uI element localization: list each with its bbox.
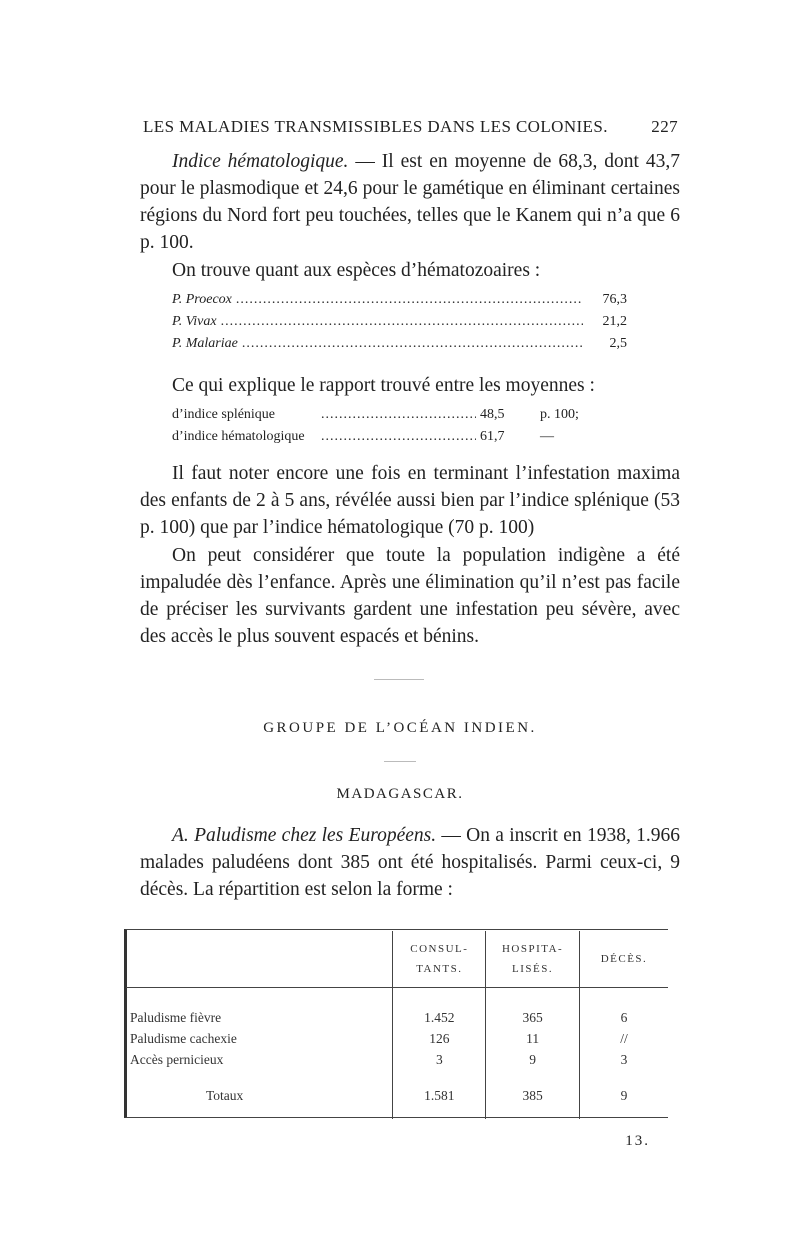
table-row bbox=[126, 988, 668, 1029]
paragraph-lead: Indice hématologique. bbox=[172, 151, 349, 172]
paragraph-lead: A. Paludisme chez les Européens. bbox=[172, 825, 437, 846]
indice-value: 48,5 bbox=[480, 407, 505, 422]
paragraph-paludisme-europeens bbox=[140, 822, 680, 903]
paragraph-especes: On trouve quant aux espèces d’hématozoaires : bbox=[172, 260, 541, 281]
paragraph-rapport: Ce qui explique le rapport trouvé entre les moyennes : bbox=[172, 375, 595, 396]
subsection-title: MADAGASCAR. bbox=[336, 786, 464, 802]
list-item bbox=[172, 289, 627, 311]
leader-dots bbox=[221, 311, 583, 333]
list-item bbox=[172, 311, 627, 333]
leader-dots bbox=[321, 426, 476, 448]
table-total-row bbox=[126, 1070, 668, 1119]
indice-unit: — bbox=[540, 429, 554, 444]
indice-label: d’indice splénique bbox=[172, 407, 276, 422]
list-item bbox=[172, 333, 627, 355]
section-divider bbox=[374, 679, 424, 680]
section-title: GROUPE DE L’OCÉAN INDIEN. bbox=[263, 720, 537, 736]
cell-consultants: 3 bbox=[393, 1049, 486, 1070]
paragraph-text: — Il est en moyenne de 68,3, dont 43,7 pour le plasmodique et 24,6 pour le gamétique en éliminant certaines régions du Nord fort peu touchées, telles que le Kanem qui n’a que 6 p. 100. bbox=[140, 151, 681, 253]
running-title: LES MALADIES TRANSMISSIBLES DANS LES COLONIES. bbox=[143, 117, 608, 136]
leader-dots bbox=[242, 333, 583, 355]
total-hospitalises: 385 bbox=[486, 1070, 580, 1119]
leader-dots bbox=[321, 404, 476, 426]
cell-deces: 3 bbox=[579, 1049, 668, 1070]
table-header-row bbox=[126, 931, 668, 988]
cell-consultants: 1.452 bbox=[393, 988, 486, 1029]
species-label: P. Vivax bbox=[172, 314, 217, 329]
cell-hospitalises: 365 bbox=[486, 988, 580, 1029]
cell-deces: // bbox=[579, 1028, 668, 1049]
indice-value: 61,7 bbox=[480, 429, 505, 444]
section-divider bbox=[384, 761, 416, 762]
row-label: Paludisme cachexie bbox=[130, 1031, 237, 1046]
cell-consultants: 126 bbox=[393, 1028, 486, 1049]
cell-hospitalises: 9 bbox=[486, 1049, 580, 1070]
total-consultants: 1.581 bbox=[393, 1070, 486, 1119]
paragraph-text: — On a inscrit en 1938, 1.966 malades paludéens dont 385 ont été hospitalisés. Parmi ceux-ci, 9 décès. La répartition est selon la forme : bbox=[140, 825, 680, 900]
species-label: P. Proecox bbox=[172, 292, 232, 307]
table-row bbox=[126, 1049, 668, 1070]
species-value: 76,3 bbox=[602, 292, 627, 307]
species-value: 2,5 bbox=[609, 336, 627, 351]
indice-label: d’indice hématologique bbox=[172, 429, 305, 444]
paragraph-indice-hematologique bbox=[140, 148, 680, 256]
cell-deces: 6 bbox=[579, 988, 668, 1029]
paludisme-table bbox=[126, 931, 668, 1119]
total-deces: 9 bbox=[579, 1070, 668, 1119]
indices-list bbox=[172, 404, 632, 448]
leader-dots bbox=[236, 289, 583, 311]
species-list bbox=[172, 289, 627, 355]
paragraph-population: On peut considérer que toute la population indigène a été impaludée dès l’enfance. Après une élimination qu’il n’est pas facile de préciser les survivants gardent une infestation peu sévère, avec des accès le plus souvent espacés et bénins. bbox=[140, 545, 680, 647]
list-item bbox=[172, 404, 632, 426]
cell-hospitalises: 11 bbox=[486, 1028, 580, 1049]
signature-mark: 13. bbox=[625, 1133, 650, 1149]
species-label: P. Malariae bbox=[172, 336, 238, 351]
table-header-hospitalises: HOSPITA-LISÉS. bbox=[486, 931, 580, 988]
table-header-deces: DÉCÈS. bbox=[579, 931, 668, 988]
species-value: 21,2 bbox=[602, 314, 627, 329]
table-header-empty bbox=[126, 931, 393, 988]
table-row bbox=[126, 1028, 668, 1049]
indice-unit: p. 100; bbox=[540, 407, 579, 422]
row-label: Accès pernicieux bbox=[130, 1052, 224, 1067]
list-item bbox=[172, 426, 632, 448]
table-header-consultants: CONSUL-TANTS. bbox=[393, 931, 486, 988]
paragraph-infestation: Il faut noter encore une fois en terminant l’infestation maxima des enfants de 2 à 5 ans, révélée aussi bien par l’indice splénique (53 p. 100) que par l’indice hématologique (70 p. 100) bbox=[140, 463, 680, 538]
total-label: Totaux bbox=[206, 1088, 244, 1103]
page-number: 227 bbox=[651, 117, 678, 136]
row-label: Paludisme fièvre bbox=[130, 1010, 222, 1025]
